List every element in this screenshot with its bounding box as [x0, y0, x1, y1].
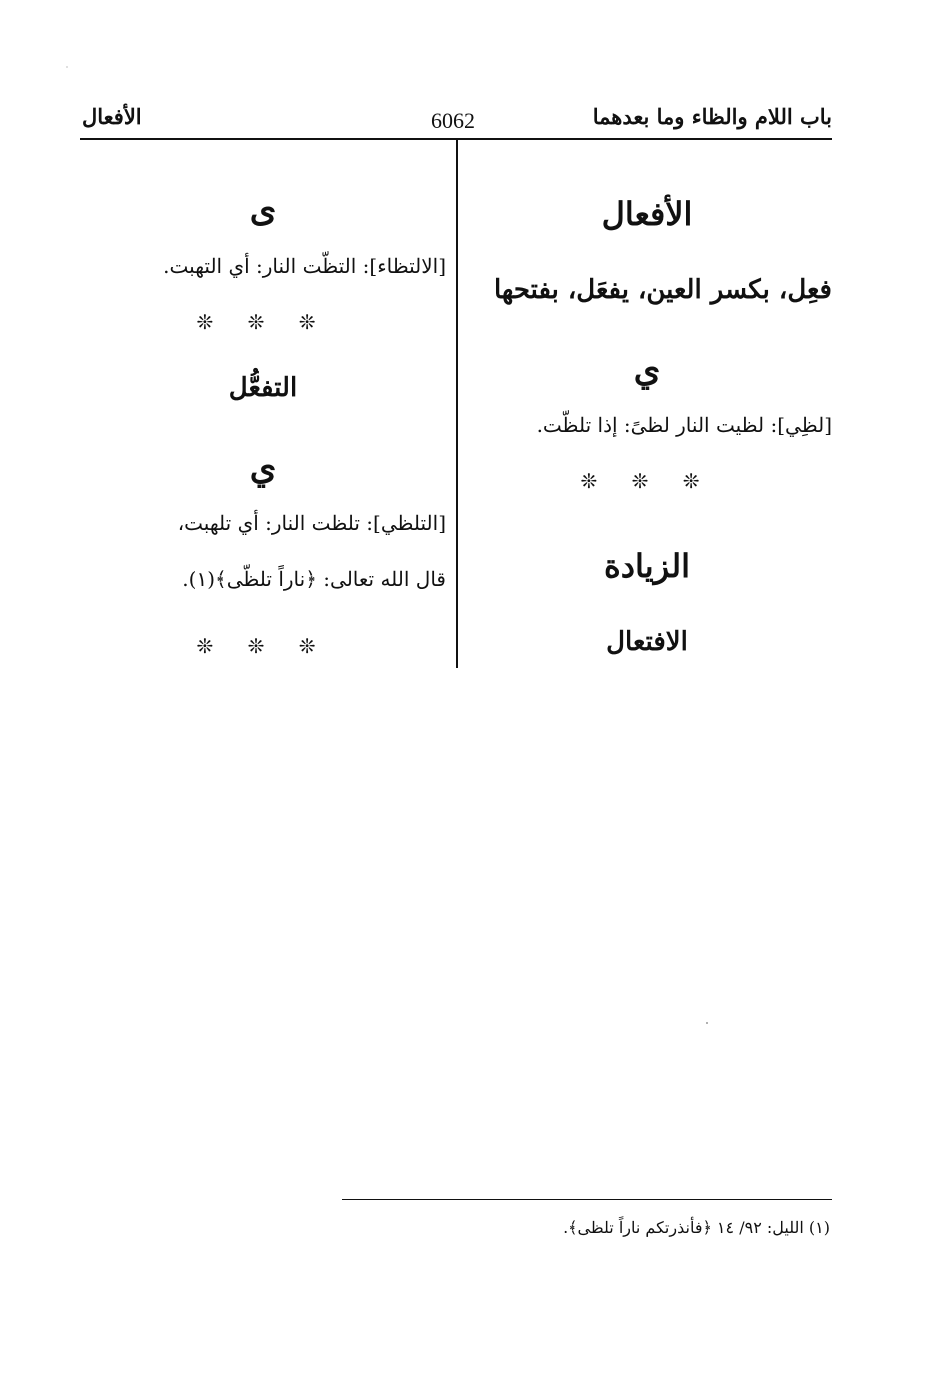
heading-ziyada: الزيادة — [604, 547, 690, 585]
section-separator-stars: ❊ ❊ ❊ — [196, 310, 330, 334]
column-divider — [456, 140, 458, 668]
entry-talazzi-line1: [التلظي]: تلظت النار: أي تلهبت، — [177, 511, 446, 535]
footnote-rule — [342, 1199, 832, 1200]
scan-speck — [66, 66, 68, 68]
root-letter-heading: ي — [633, 350, 661, 390]
page-number: 6062 — [431, 108, 475, 133]
running-head-section: الأفعال — [82, 104, 142, 129]
scan-speck — [706, 1022, 708, 1024]
entry-talazzi-line2: قال الله تعالى: ﴿ناراً تلظّى﴾(١). — [182, 567, 446, 591]
section-separator-stars: ❊ ❊ ❊ — [580, 469, 714, 493]
verb-pattern: فعِل، بكسر العين، يفعَل، بفتحها — [493, 275, 832, 305]
entry-lazi: [لظِي]: لظيت النار لظىً: إذا تلظّت. — [536, 413, 832, 437]
running-head-chapter: باب اللام والظاء وما بعدهما — [592, 104, 832, 129]
heading-tafaul: التفعُّل — [228, 373, 298, 403]
section-separator-stars: ❊ ❊ ❊ — [196, 634, 330, 658]
root-letter-heading: ي — [249, 448, 277, 488]
heading-iftial: الافتعال — [606, 627, 688, 657]
footnote: (١) الليل: ٩٢/ ١٤ ﴿فأنذرتكم ناراً تلظى﴾. — [563, 1218, 830, 1237]
root-letter-heading: ى — [249, 190, 277, 230]
entry-iltiza: [الالتظاء]: التظّت النار: أي التهبت. — [163, 254, 446, 278]
heading-afal: الأفعال — [601, 195, 693, 233]
